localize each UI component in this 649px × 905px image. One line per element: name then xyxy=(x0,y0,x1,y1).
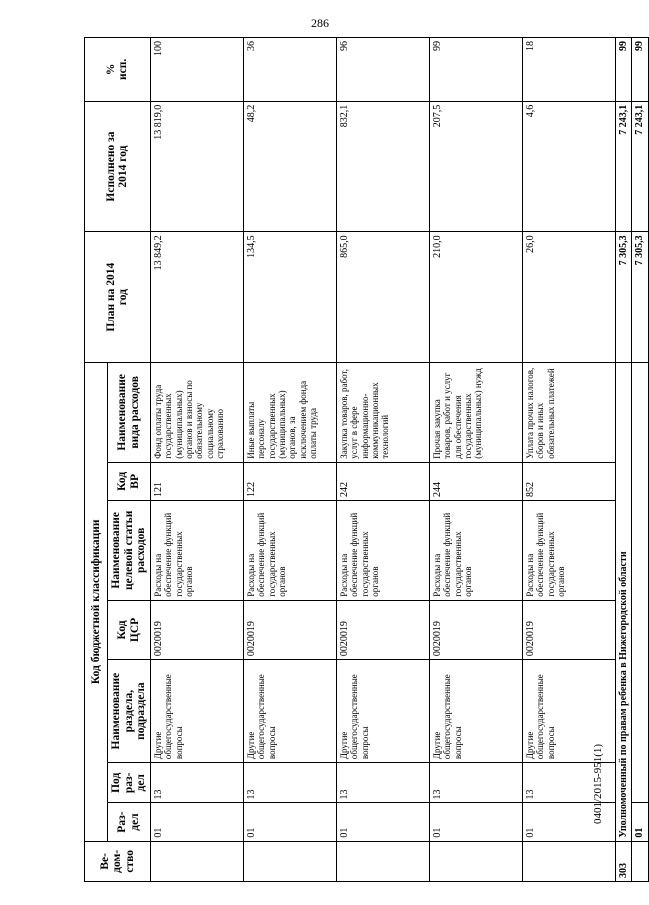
cell-vedomstvo xyxy=(336,841,429,881)
cell-agency-name: Уполномоченный по правам ребенка в Нижегородской области xyxy=(615,362,632,841)
rotated-table-container xyxy=(84,37,646,882)
table-row xyxy=(429,38,522,882)
cell-razdel-name: Другие общегосударственные вопросы xyxy=(150,660,243,763)
cell-csr-code: 0020019 xyxy=(336,600,429,659)
cell-csr-name: Расходы на обеспечение функций государственных органов xyxy=(429,500,522,600)
cell-executed: 7 243,1 xyxy=(632,101,649,232)
table-row-total xyxy=(615,38,632,882)
cell-executed: 4,6 xyxy=(522,101,615,232)
cell-razdel-name: Другие общегосударственные вопросы xyxy=(429,660,522,763)
header-csr-code: Код ЦСР xyxy=(108,600,151,659)
cell-vr-name: Фонд оплаты труда государственных (муниципальных) органов и взносы по обязательному социальному страхованию xyxy=(150,362,243,462)
cell-plan: 134,5 xyxy=(243,232,336,363)
cell-vr-name: Уплата прочих налогов, сборов и иных обязательных платежей xyxy=(522,362,615,462)
cell-podrazdel: 13 xyxy=(150,763,243,803)
cell-plan: 13 849,2 xyxy=(150,232,243,363)
cell-csr-name: Расходы на обеспечение функций государственных органов xyxy=(150,500,243,600)
cell-podrazdel: 13 xyxy=(429,763,522,803)
cell-vedomstvo xyxy=(522,841,615,881)
cell-plan: 865,0 xyxy=(336,232,429,363)
cell-percent: 99 xyxy=(429,38,522,102)
cell-plan: 7 305,3 xyxy=(615,232,632,363)
header-budget-classification-code: Код бюджетной классификации xyxy=(85,362,108,841)
document-code: 0401/2015-951(1) xyxy=(592,743,604,824)
cell-vedomstvo xyxy=(150,841,243,881)
cell-vr-name: Иные выплаты персоналу государственных (муниципальных) органов, за исключением фонда оплаты труда xyxy=(243,362,336,462)
header-percent-executed: % исп. xyxy=(85,38,151,102)
table-row xyxy=(150,38,243,882)
cell-razdel-name: Другие общегосударственные вопросы xyxy=(522,660,615,763)
cell-executed: 48,2 xyxy=(243,101,336,232)
header-csr-name: Наименование целевой статьи расходов xyxy=(108,500,151,600)
cell-vr-code: 852 xyxy=(522,462,615,500)
cell-podrazdel: 13 xyxy=(336,763,429,803)
cell-plan: 210,0 xyxy=(429,232,522,363)
cell-razdel: 01 xyxy=(429,803,522,841)
header-vedomstvo: Ве- дом- ство xyxy=(85,841,151,881)
cell-percent: 18 xyxy=(522,38,615,102)
cell-plan: 26,0 xyxy=(522,232,615,363)
cell-vr-code: 242 xyxy=(336,462,429,500)
cell-vr-code: 121 xyxy=(150,462,243,500)
cell-podrazdel: 13 xyxy=(522,763,615,803)
cell-executed: 207,5 xyxy=(429,101,522,232)
table-row xyxy=(243,38,336,882)
cell-percent: 100 xyxy=(150,38,243,102)
cell-vedomstvo xyxy=(632,841,649,881)
table-row xyxy=(336,38,429,882)
table-row-subtotal xyxy=(632,38,649,882)
cell-razdel: 01 xyxy=(150,803,243,841)
cell-csr-name: Расходы на обеспечение функций государственных органов xyxy=(336,500,429,600)
header-vr-name: Наименование вида расходов xyxy=(108,362,151,462)
cell-podrazdel: 13 xyxy=(243,763,336,803)
cell-razdel-name: Другие общегосударственные вопросы xyxy=(243,660,336,763)
cell-csr-code: 0020019 xyxy=(522,600,615,659)
cell-vr-name: Прочая закупка товаров, работ и услуг для обеспечения государственных (муниципальных) нужд xyxy=(429,362,522,462)
cell-percent: 96 xyxy=(336,38,429,102)
cell-razdel: 01 xyxy=(243,803,336,841)
cell-plan: 7 305,3 xyxy=(632,232,649,363)
cell-empty xyxy=(632,362,649,803)
cell-csr-code: 0020019 xyxy=(150,600,243,659)
cell-vr-name: Закупка товаров, работ, услуг в сфере информационно-коммуникационных технологий xyxy=(336,362,429,462)
header-executed-2014: Исполнено за 2014 год xyxy=(85,101,151,232)
page-number: 286 xyxy=(311,16,329,30)
cell-csr-code: 0020019 xyxy=(429,600,522,659)
header-razdel: Раз- дел xyxy=(108,803,151,841)
cell-vedomstvo xyxy=(429,841,522,881)
cell-razdel-name: Другие общегосударственные вопросы xyxy=(336,660,429,763)
cell-csr-code: 0020019 xyxy=(243,600,336,659)
cell-executed: 13 819,0 xyxy=(150,101,243,232)
cell-executed: 832,1 xyxy=(336,101,429,232)
cell-executed: 7 243,1 xyxy=(615,101,632,232)
cell-csr-name: Расходы на обеспечение функций государственных органов xyxy=(522,500,615,600)
table-row xyxy=(522,38,615,882)
cell-razdel: 01 xyxy=(522,803,615,841)
cell-vr-code: 122 xyxy=(243,462,336,500)
header-plan-2014: План на 2014 год xyxy=(85,232,151,363)
cell-percent: 36 xyxy=(243,38,336,102)
cell-razdel: 01 xyxy=(336,803,429,841)
cell-vr-code: 244 xyxy=(429,462,522,500)
cell-percent: 99 xyxy=(615,38,632,102)
cell-vedomstvo xyxy=(243,841,336,881)
cell-percent: 99 xyxy=(632,38,649,102)
header-vr-code: Код ВР xyxy=(108,462,151,500)
cell-csr-name: Расходы на обеспечение функций государственных органов xyxy=(243,500,336,600)
header-podrazdel: Под раз- дел xyxy=(108,763,151,803)
cell-vedomstvo: 303 xyxy=(615,841,632,881)
header-razdel-name: Наименование раздела, подраздела xyxy=(108,660,151,763)
cell-razdel: 01 xyxy=(632,803,649,841)
budget-table xyxy=(84,37,649,882)
